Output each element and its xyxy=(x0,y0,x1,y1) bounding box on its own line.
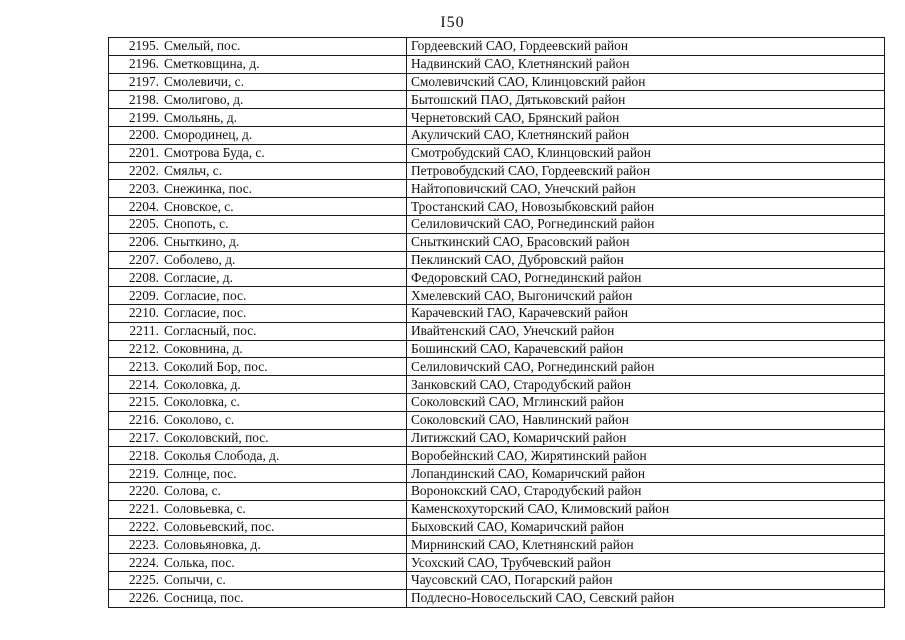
settlement-name: Соколья Слобода, д. xyxy=(160,447,407,465)
settlement-name: Смяльч, с. xyxy=(160,162,407,180)
row-number: 2202. xyxy=(109,162,161,180)
table-row xyxy=(109,322,885,340)
administration-district: Найтоповичский САО, Унечский район xyxy=(407,180,885,198)
table-row xyxy=(109,198,885,216)
administration-district: Воробейнский САО, Жирятинский район xyxy=(407,447,885,465)
settlement-name: Сныткино, д. xyxy=(160,233,407,251)
table-row xyxy=(109,429,885,447)
administration-district: Усохский САО, Трубчевский район xyxy=(407,554,885,572)
row-number: 2204. xyxy=(109,198,161,216)
table-row xyxy=(109,340,885,358)
administration-district: Селиловичский САО, Рогнединский район xyxy=(407,215,885,233)
settlement-name: Сновское, с. xyxy=(160,198,407,216)
row-number: 2217. xyxy=(109,429,161,447)
administration-district: Акуличский САО, Клетнянский район xyxy=(407,126,885,144)
administration-district: Подлесно-Новосельский САО, Севский район xyxy=(407,589,885,607)
table-row xyxy=(109,518,885,536)
table-row xyxy=(109,233,885,251)
row-number: 2208. xyxy=(109,269,161,287)
row-number: 2211. xyxy=(109,322,161,340)
row-number: 2214. xyxy=(109,376,161,394)
table-row xyxy=(109,536,885,554)
table-row xyxy=(109,126,885,144)
row-number: 2220. xyxy=(109,482,161,500)
settlement-name: Соколовка, д. xyxy=(160,376,407,394)
row-number: 2201. xyxy=(109,144,161,162)
administration-district: Хмелевский САО, Выгоничский район xyxy=(407,287,885,305)
settlement-name: Смотрова Буда, с. xyxy=(160,144,407,162)
administration-district: Лопандинский САО, Комаричский район xyxy=(407,465,885,483)
administration-district: Селиловичский САО, Рогнединский район xyxy=(407,358,885,376)
settlement-name: Смелый, пос. xyxy=(160,38,407,56)
settlement-name: Согласие, д. xyxy=(160,269,407,287)
settlement-name: Солька, пос. xyxy=(160,554,407,572)
table-row xyxy=(109,109,885,127)
settlement-name: Сосница, пос. xyxy=(160,589,407,607)
row-number: 2222. xyxy=(109,518,161,536)
row-number: 2221. xyxy=(109,500,161,518)
settlement-name: Согласие, пос. xyxy=(160,304,407,322)
row-number: 2226. xyxy=(109,589,161,607)
administration-district: Смолевичский САО, Клинцовский район xyxy=(407,73,885,91)
administration-district: Петровобудский САО, Гордеевский район xyxy=(407,162,885,180)
settlement-name: Соковнина, д. xyxy=(160,340,407,358)
row-number: 2210. xyxy=(109,304,161,322)
administration-district: Тростанский САО, Новозыбковский район xyxy=(407,198,885,216)
administration-district: Занковский САО, Стародубский район xyxy=(407,376,885,394)
settlement-table xyxy=(108,37,885,608)
settlement-table-body xyxy=(109,38,885,608)
settlement-name: Соколовский, пос. xyxy=(160,429,407,447)
settlement-name: Смолевичи, с. xyxy=(160,73,407,91)
administration-district: Литижский САО, Комаричский район xyxy=(407,429,885,447)
row-number: 2223. xyxy=(109,536,161,554)
table-row xyxy=(109,91,885,109)
row-number: 2196. xyxy=(109,55,161,73)
row-number: 2216. xyxy=(109,411,161,429)
settlement-name: Смольянь, д. xyxy=(160,109,407,127)
administration-district: Гордеевский САО, Гордеевский район xyxy=(407,38,885,56)
settlement-name: Сопычи, с. xyxy=(160,571,407,589)
administration-district: Федоровский САО, Рогнединский район xyxy=(407,269,885,287)
settlement-name: Согласие, пос. xyxy=(160,287,407,305)
row-number: 2200. xyxy=(109,126,161,144)
settlement-name: Смолигово, д. xyxy=(160,91,407,109)
page-number: I50 xyxy=(440,14,465,31)
table-row xyxy=(109,269,885,287)
administration-district: Быховский САО, Комаричский район xyxy=(407,518,885,536)
table-row xyxy=(109,571,885,589)
table-row xyxy=(109,251,885,269)
settlement-name: Соболево, д. xyxy=(160,251,407,269)
administration-district: Пеклинский САО, Дубровский район xyxy=(407,251,885,269)
table-row xyxy=(109,55,885,73)
table-row xyxy=(109,411,885,429)
administration-district: Соколовский САО, Навлинский район xyxy=(407,411,885,429)
row-number: 2195. xyxy=(109,38,161,56)
table-row xyxy=(109,162,885,180)
administration-district: Бошинский САО, Карачевский район xyxy=(407,340,885,358)
settlement-name: Соколий Бор, пос. xyxy=(160,358,407,376)
table-row xyxy=(109,215,885,233)
row-number: 2197. xyxy=(109,73,161,91)
table-row xyxy=(109,73,885,91)
row-number: 2206. xyxy=(109,233,161,251)
settlement-name: Солова, с. xyxy=(160,482,407,500)
administration-district: Надвинский САО, Клетнянский район xyxy=(407,55,885,73)
administration-district: Ивайтенский САО, Унечский район xyxy=(407,322,885,340)
row-number: 2218. xyxy=(109,447,161,465)
settlement-name: Соловьяновка, д. xyxy=(160,536,407,554)
settlement-name: Снежинка, пос. xyxy=(160,180,407,198)
row-number: 2198. xyxy=(109,91,161,109)
table-row xyxy=(109,144,885,162)
row-number: 2213. xyxy=(109,358,161,376)
row-number: 2207. xyxy=(109,251,161,269)
settlement-name: Соколово, с. xyxy=(160,411,407,429)
row-number: 2212. xyxy=(109,340,161,358)
administration-district: Карачевский ГАО, Карачевский район xyxy=(407,304,885,322)
row-number: 2209. xyxy=(109,287,161,305)
table-row xyxy=(109,376,885,394)
settlement-name: Солнце, пос. xyxy=(160,465,407,483)
table-row xyxy=(109,304,885,322)
administration-district: Каменскохуторский САО, Климовский район xyxy=(407,500,885,518)
table-row xyxy=(109,287,885,305)
administration-district: Воронокский САО, Стародубский район xyxy=(407,482,885,500)
settlement-name: Соловьевка, с. xyxy=(160,500,407,518)
table-row xyxy=(109,358,885,376)
administration-district: Чернетовский САО, Брянский район xyxy=(407,109,885,127)
table-row xyxy=(109,482,885,500)
row-number: 2225. xyxy=(109,571,161,589)
table-row xyxy=(109,465,885,483)
row-number: 2215. xyxy=(109,393,161,411)
row-number: 2199. xyxy=(109,109,161,127)
table-row xyxy=(109,38,885,56)
row-number: 2203. xyxy=(109,180,161,198)
administration-district: Бытошский ПАО, Дятьковский район xyxy=(407,91,885,109)
settlement-name: Соколовка, с. xyxy=(160,393,407,411)
settlement-name: Смородинец, д. xyxy=(160,126,407,144)
table-row xyxy=(109,500,885,518)
administration-district: Соколовский САО, Мглинский район xyxy=(407,393,885,411)
row-number: 2205. xyxy=(109,215,161,233)
table-row xyxy=(109,447,885,465)
settlement-name: Согласный, пос. xyxy=(160,322,407,340)
row-number: 2219. xyxy=(109,465,161,483)
administration-district: Чаусовский САО, Погарский район xyxy=(407,571,885,589)
settlement-name: Снопоть, с. xyxy=(160,215,407,233)
row-number: 2224. xyxy=(109,554,161,572)
table-row xyxy=(109,393,885,411)
settlement-name: Сметковщина, д. xyxy=(160,55,407,73)
administration-district: Сныткинский САО, Брасовский район xyxy=(407,233,885,251)
settlement-name: Соловьевский, пос. xyxy=(160,518,407,536)
table-row xyxy=(109,589,885,607)
table-row xyxy=(109,180,885,198)
administration-district: Мирнинский САО, Клетнянский район xyxy=(407,536,885,554)
administration-district: Смотробудский САО, Клинцовский район xyxy=(407,144,885,162)
table-row xyxy=(109,554,885,572)
